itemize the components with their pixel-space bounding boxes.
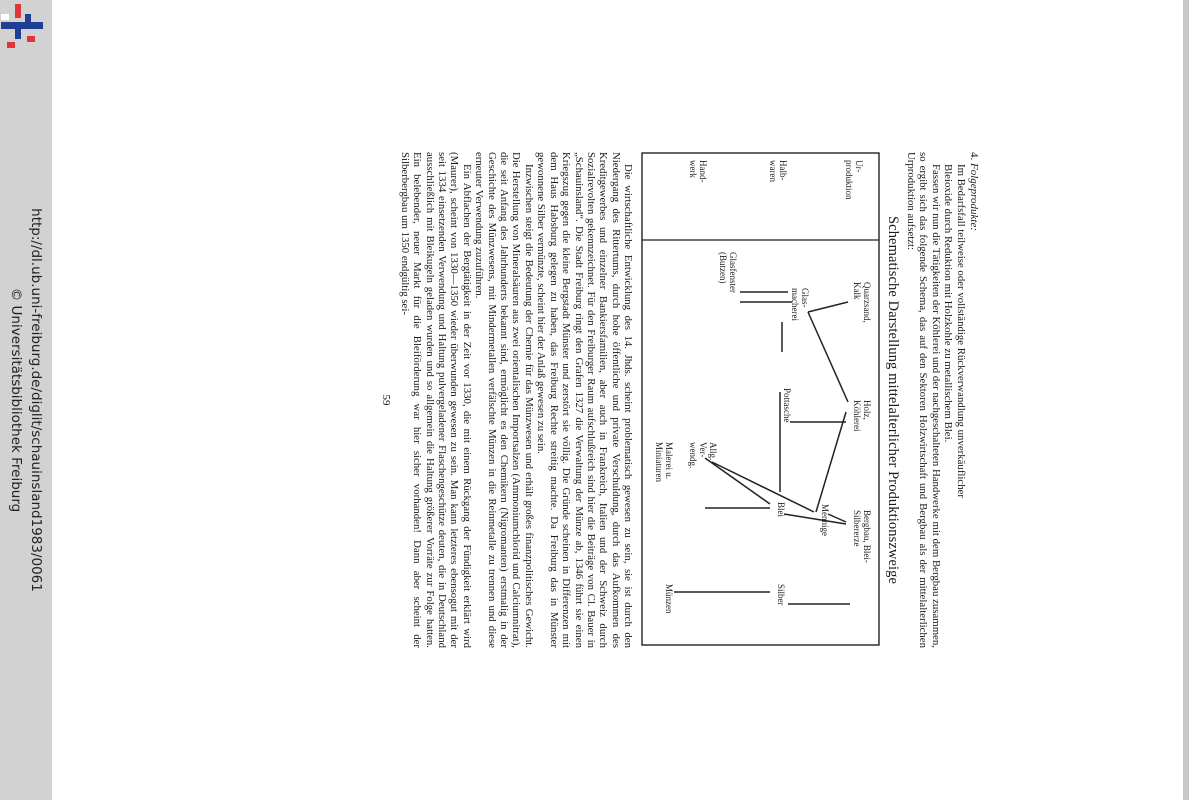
node-holz: Holz,Köhlerei — [852, 400, 873, 432]
node-glas: Glas-macherei — [790, 288, 811, 321]
section-number: 4. — [968, 152, 980, 161]
node-mennige: Mennige — [820, 504, 831, 536]
node-silber: Silber — [776, 584, 787, 606]
diagram-svg — [640, 152, 880, 648]
intro-paragraph-1b: Bleioxide durch Reduktion mit Holzkohle zu metallischem Blei. — [942, 164, 955, 443]
row-label-urproduktion: Ur-produktion — [844, 160, 865, 200]
scanned-page — [260, 152, 980, 648]
node-glasfenster: Glasfenster(Butzen) — [718, 252, 739, 293]
intro-paragraph-2: Fassen wir nun die Tätigkeiten der Köhlerei und der nachgeschalteten Handwerke mit dem Bergbau zusammen, so ergibt sich das folgende Schema, das auf den Sektoren Holzwirtschaft und Bergbau als der mittelalterlichen Urproduktion aufsetzt: — [904, 152, 942, 648]
row-label-handwerk: Hand-werk — [688, 160, 709, 183]
node-quarzsand: Quarzsand,Kalk — [852, 282, 873, 323]
body-paragraph-2: Inzwischen steigt die Bedeutung der Chemie für das Münzwesen und erhält großes finanzpolitisches Gewicht. Die Herstellung von Mineralsäuren aus zwei orientalischen Importsalzen (Ammoniumchlorid und Calciumnitrat), die seit Anfang des Jahrhunderts bekannt sind, ermöglicht es den Chemikern (Nigromanten) erstmalig in der Geschichte des Münzwesens, mit Mindermetallen verfälschte Münzen in die Reinmetalle zu trennen und diese erneuter Verwendung zuzuführen. — [473, 152, 535, 648]
node-pottasche: Pottasche — [782, 388, 793, 423]
node-bergbau: Bergbau, Blei-Silbererze — [852, 510, 873, 563]
section-title: Folgeprodukte: — [968, 163, 980, 232]
body-paragraph-1: Die wirtschaftliche Entwicklung des 14. Jhds. scheint problematisch gewesen zu sein, sie ist durch den Niedergang des Rittertums, durch hohe öffentliche und private Verschuldung, durch das Aufkommen des Kreditgewerbes und einzelner Bankiersfamilien, aber auch in Frankreich, Italien und der Schweiz durch Sozialrevolten gekennzeichnet. Für den Freiburger Raum aufschlußreich sind hier die Beiträge von Cl. Bauer in „Schauinsland“. Die Stadt Freiburg ringt den Grafen 1327 die Verwaltung der Münze ab, 1346 führt sie einen Kriegszug gegen die kleine Bergstadt Münster und zerstört sie völlig. Die Gründe scheinen in Differenzen mit dem Haus Habsburg gelegen zu haben, das Freiburg Rechte streitig machte. Da Freiburg das in Münster gewonnene Silber vermünzte, scheint hier der Anlaß gewesen zu sein. — [535, 152, 635, 648]
diagram-frame — [642, 153, 879, 645]
node-malerei: Malerei u.Miniaturen — [654, 442, 675, 482]
node-allg: Allg.Ver-wendg. — [688, 442, 719, 469]
body-paragraph-3: Ein Abflachen der Bergtätigkeit in der Zeit vor 1330, die mit einem Rückgang der Fündigkeit erklärt wird (Maurer), scheint von 1330—1350 wieder überwunden gewesen zu sein. Man kann letzteres ebensogut mit der seit 1334 einsetzenden Verwendung und Haltung pulvergeladener Flaschengeschütze deuten, die in Deutschland ausschließlich mit Bleikugeln geladen wurden und so allgemein die Haltung größerer Vorräte zur Folge hatten. Ein belebender, neuer Markt für die Bleiförderung war hier sicher vorhanden! Dann aber scheint der Silberbergbau um 1350 endgültig sei- — [398, 152, 473, 648]
section-heading — [968, 152, 980, 648]
diagram-title: Schematische Darstellung mittelalterlicher Produktionszweige — [884, 216, 901, 584]
copyright-notice: © Universitätsbibliothek Freiburg — [8, 287, 24, 513]
row-label-halbwaren: Halb-waren — [768, 160, 789, 182]
node-munzen: Münzen — [664, 584, 675, 614]
page-number: 59 — [380, 394, 393, 406]
document-url[interactable]: http://dl.ub.uni-freiburg.de/diglit/schauinsland1983/0061 — [28, 208, 44, 592]
node-blei: Blei — [776, 502, 787, 517]
production-diagram — [640, 152, 880, 648]
intro-paragraph-1a: Im Bedarfsfall teilweise oder vollständige Rückverwandlung unverkäuflicher — [954, 164, 967, 498]
